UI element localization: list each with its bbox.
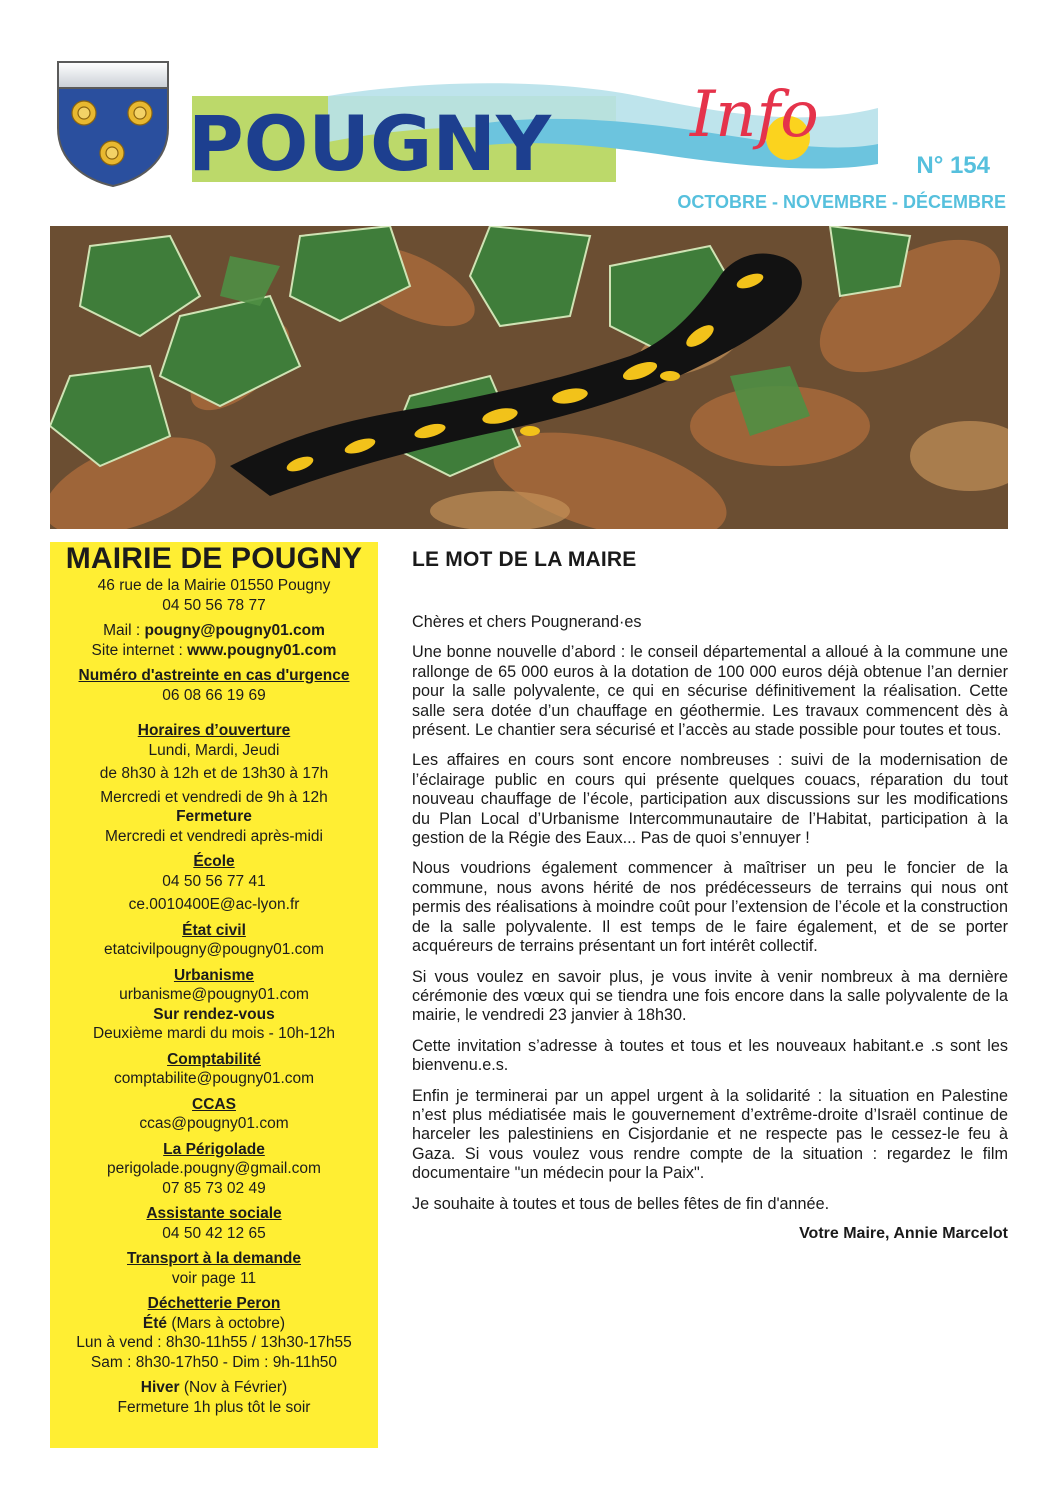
pougny-coat-of-arms xyxy=(50,58,176,188)
urbanism-mail[interactable]: urbanisme@pougny01.com xyxy=(119,986,309,1003)
hours-wed-fri: Mercredi et vendredi de 9h à 12h xyxy=(100,788,328,806)
town-hall-phone: 04 50 56 78 77 xyxy=(162,596,266,614)
article-body xyxy=(412,613,1008,1214)
mayor-editorial xyxy=(412,545,1008,1243)
transport-text: voir page 11 xyxy=(171,1269,257,1287)
winter-range: (Nov à Février) xyxy=(179,1379,288,1396)
article-title: LE MOT DE LA MAIRE xyxy=(412,548,637,571)
emergency-phone: 06 08 66 19 69 xyxy=(162,686,266,704)
pougny-info-masthead xyxy=(178,58,878,182)
closing-text: Mercredi et vendredi après-midi xyxy=(105,827,323,845)
cover-photo-salamander xyxy=(50,226,1008,529)
summer-line xyxy=(50,1314,378,1334)
site-line xyxy=(50,641,378,661)
hours-heading: Horaires d’ouverture xyxy=(137,722,291,739)
ccas-heading: CCAS xyxy=(192,1095,236,1113)
closing-heading: Fermeture xyxy=(176,808,252,825)
article-paragraph: Enfin je terminerai par un appel urgent à la solidarité : la situation en Palestine n’est plus médiatisée mais le gouvernement d’extrême-droite d’Israël continue de harceler les palestiniens en Cisjordanie et ne respecte pas le cessez-le feu à Gaza. Si vous voulez vous rendre compte de la situation : regardez le film documentaire "un médecin pour la Paix". xyxy=(412,1086,1008,1183)
town-hall-address: 46 rue de la Mairie 01550 Pougny xyxy=(97,577,331,594)
school-mail[interactable]: ce.0010400E@ac-lyon.fr xyxy=(128,896,300,913)
summer-weekend: Sam : 8h30-17h50 - Dim : 9h-11h50 xyxy=(90,1353,338,1371)
article-paragraph: Je souhaite à toutes et tous de belles fêtes de fin d'année. xyxy=(412,1194,830,1213)
urbanism-appointment: Sur rendez-vous xyxy=(153,1005,275,1023)
site-link[interactable]: www.pougny01.com xyxy=(187,641,337,659)
urbanism-heading: Urbanisme xyxy=(173,966,255,984)
article-paragraph: Si vous voulez en savoir plus, je vous invite à venir nombreux à ma dernière cérémonie des vœux qui se tiendra une fois encore dans la salle polyvalente de la mairie, le vendredi 23 janvier à 18h30. xyxy=(412,967,1008,1025)
summer-range: (Mars à octobre) xyxy=(167,1314,286,1332)
town-hall-info-panel xyxy=(50,542,378,1448)
winter-label: Hiver xyxy=(140,1379,180,1396)
hours-times: de 8h30 à 12h et de 13h30 à 17h xyxy=(99,765,329,782)
ccas-mail[interactable]: ccas@pougny01.com xyxy=(139,1115,289,1132)
hours-days: Lundi, Mardi, Jeudi xyxy=(148,741,280,759)
mail-label: Mail : xyxy=(103,622,145,639)
masthead-name: POUGNY xyxy=(188,99,552,182)
transport-heading: Transport à la demande xyxy=(127,1250,301,1267)
school-heading: École xyxy=(193,853,235,870)
perigolade-phone: 07 85 73 02 49 xyxy=(162,1179,266,1197)
summer-label: Été xyxy=(142,1314,168,1332)
winter-line xyxy=(50,1378,378,1398)
accounting-heading: Comptabilité xyxy=(167,1050,261,1068)
civil-status-mail[interactable]: etatcivilpougny@pougny01.com xyxy=(104,941,324,958)
summer-weekdays: Lun à vend : 8h30-11h55 / 13h30-17h55 xyxy=(76,1334,352,1351)
winter-text: Fermeture 1h plus tôt le soir xyxy=(117,1398,311,1416)
urbanism-hours: Deuxième mardi du mois - 10h-12h xyxy=(92,1025,336,1042)
masthead-suffix: Info xyxy=(690,78,819,152)
article-paragraph: Une bonne nouvelle d’abord : le conseil départemental a alloué à la commune une rallonge de 65 000 euros à la dotation de 100 000 euros déjà obtenue l’an dernier pour la salle polyvalente, ce qui en sécurise définitivement la réalisation. Cette salle sera dotée d’un chauffage en géothermie. Les travaux commencent dès à présent. Le chantier sera sécurisé et l’accès au stade possible pour toutes et tous. xyxy=(412,643,1008,740)
signature: Votre Maire, Annie Marcelot xyxy=(799,1224,1008,1242)
social-assistant-phone: 04 50 42 12 65 xyxy=(162,1224,266,1242)
town-hall-title: MAIRIE DE POUGNY xyxy=(65,542,363,575)
social-assistant-heading: Assistante sociale xyxy=(146,1205,282,1222)
issue-number: N° 154 xyxy=(916,152,990,179)
site-label: Site internet : xyxy=(91,641,188,659)
emergency-heading: Numéro d'astreinte en cas d'urgence xyxy=(78,667,350,684)
issue-months: OCTOBRE - NOVEMBRE - DÉCEMBRE xyxy=(677,192,1006,212)
article-paragraph: Les affaires en cours sont encore nombreuses : suivi de la modernisation de l’éclairage public en cours qui présente quelques couacs, réparation du tout nouveau chauffage de l’école, participation aux discussions sur les modifications du Plan Local d’Urbanisme Intercommunautaire de l’Habitat, participation à la gestion de la Régie des Eaux... Pas de quoi s’ennuyer ! xyxy=(412,751,1008,848)
article-paragraph: Chères et chers Pougnerand·es xyxy=(412,613,642,631)
perigolade-mail[interactable]: perigolade.pougny@gmail.com xyxy=(107,1160,321,1177)
mail-link[interactable]: pougny@pougny01.com xyxy=(144,622,325,639)
waste-center-heading: Déchetterie Peron xyxy=(147,1295,281,1312)
school-phone: 04 50 56 77 41 xyxy=(162,872,266,890)
article-paragraph: Nous voudrions également commencer à maîtriser un peu le foncier de la commune, nous avons hérité de nos prédécesseurs de terrains qui nous ont permis des réalisations à moindre coût pour l’extension de l’école et la construction de la salle polyvalente. Il est temps de le faire également, et de se porter acquéreurs de terrains présentant un fort intérêt collectif. xyxy=(412,859,1008,956)
perigolade-heading: La Périgolade xyxy=(163,1140,265,1158)
mail-line xyxy=(50,621,378,641)
civil-status-heading: État civil xyxy=(182,921,246,939)
accounting-mail[interactable]: comptabilite@pougny01.com xyxy=(113,1070,315,1087)
article-paragraph: Cette invitation s’adresse à toutes et tous et les nouveaux habitant.e .s sont les bienvenu.e.s. xyxy=(412,1036,1008,1075)
